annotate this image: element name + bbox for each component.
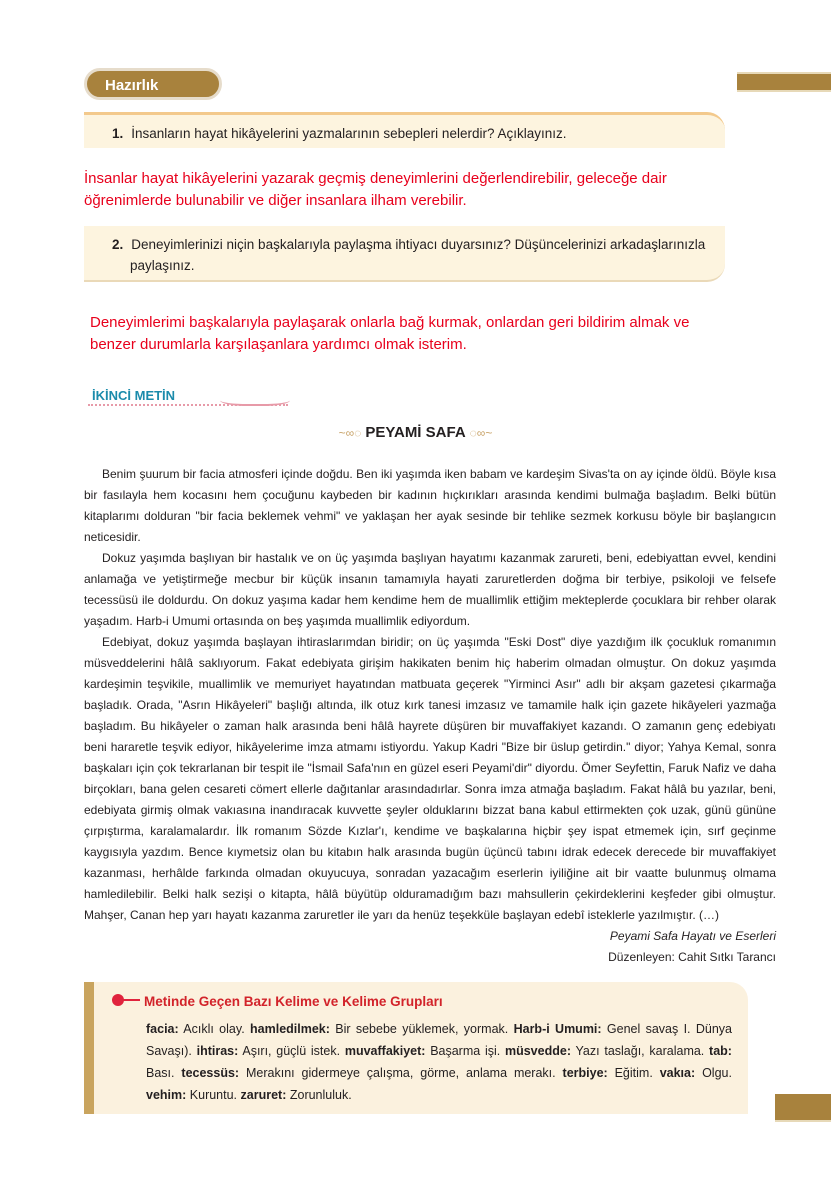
question-number: 2.: [112, 237, 124, 252]
content-flow: [84, 464, 776, 1114]
book-icon: [220, 392, 290, 406]
answer-2: Deneyimlerimi başkalarıyla paylaşarak onlarla bağ kurmak, onlardan geri bildirim almak ve benzer durumlarla karşılaşanlara yardımcı olmak isterim.: [90, 314, 690, 353]
glossary-definition: Bası.: [146, 1066, 175, 1080]
glossary-term: tecessüs:: [181, 1066, 240, 1080]
glossary-term: müsvedde:: [504, 1044, 571, 1058]
section-label-hazirlik: Hazırlık: [84, 68, 222, 100]
glossary-definition: Merakını gidermeye çalışma, görme, anlama merakı.: [246, 1066, 556, 1080]
source-title: [84, 926, 776, 947]
paragraph: Dokuz yaşımda başlıyan bir hastalık ve on üç yaşımda başlıyan hayatımı kazanmak zarureti, beni, edebiyattan evvel, kendini anlamağa ve yetiştirmeğe mecbur bir küçük insanın tamamıyla hayati zaruretlerden doğma bir terbiye, psikoloji ve felsefe tecessüsü ile doldurdu. On dokuz yaşıma kadar hem kendime hem de muallimlik ettiğim mekteplerde çocuklara bir rehber olarak yaşadım. Harb-i Umumi ortasında on beş yaşımda muallimlik ediyordum.: [84, 551, 776, 628]
glossary-definition: Bir sebebe yüklemek, yormak.: [335, 1022, 509, 1036]
source-italic: Peyami Safa Hayatı ve Eserleri: [609, 929, 776, 943]
text-title-wrap: [0, 424, 831, 441]
ornament-right-icon: ◌∞~: [469, 426, 493, 440]
question-number: 1.: [112, 126, 124, 141]
question-text: Deneyimlerinizi niçin başkalarıyla paylaşma ihtiyacı duyarsınız? Düşüncelerinizi arkadaşlarınızla paylaşınız.: [130, 237, 706, 273]
glossary-definition: Zorunluluk.: [289, 1088, 352, 1102]
glossary-term: ihtiras:: [196, 1044, 239, 1058]
glossary-definition: Olgu.: [702, 1066, 732, 1080]
glossary-term: tab:: [709, 1044, 732, 1058]
text-body: [84, 464, 776, 968]
text-label: İKİNCİ METİN: [92, 388, 176, 403]
question-2: [84, 226, 725, 282]
question-1: [84, 112, 725, 148]
glossary-term: terbiye:: [562, 1066, 608, 1080]
paragraph: Edebiyat, dokuz yaşımda başlayan ihtiraslarımdan biridir; on üç yaşımda "Eski Dost" diye yazdığım ilk çocukluk romanımın müsveddelerini hâlâ saklıyorum. Fakat edebiyata girişim hakikaten benim hiç haberim olmadan olmuştur. On dokuz yaşımda kardeşimin teşvikile, muallimlik ve memuriyet hayatından matbuata geçerek "Yirminci Asır" adlı bir akşam gazetesi çıkarmağa başladık. Orada, "Asrın Hikâyeleri" başlığı altında, ilk otuz kırk tanesi imzasız ve tamamile halk için gazete hikâyeleri yazmağa başladım. Bu hikâyeler o zaman halk arasında beni hâlâ hayrete düşüren bir muvaffakiyet kazandı. O zamanın genç edebiyatı beni hararetle teşvik ediyor, hikâyelerime imza atmamı istiyordu. Yakup Kadri "Bize bir üslup getirdin." diyor; Yahya Kemal, sonra başkaları için çok tekrarlanan bir tespit ile "İsmail Safa'nın en güzel eseri Peyami'dir" diyordu. Ömer Seyfettin, Faruk Nafiz ve daha birçokları, bana gelen cesareti cömert ellerle dağıtanlar arasındadırlar. Sonra imza atmağa başladım. Fakat hâlâ bu yazılar, beni, edebiyata girmiş olmak vakıasına inandıracak kuvvette şeyler olduklarını bizzat bana kabul ettirmekten çok uzak, günü gününe çırpıştırma, karalamalardır. İlk romanım Sözde Kızlar'ı, kendime ve başkalarına hiçbir şey ispat etmemek için, sırf geçinme kaygısıyla yazdım. Bence kıymetsiz olan bu kitabın halk arasında bugün üçüncü tabını idrak edecek derecede bir muvaffakiyet kazanması, herhâlde farkında olmadan okuyucuya, sonradan yazacağım eserlerin iyiliğine ait bir vaatte bulunmuş olmama hamledilebilir. Belki halk sezişi o kitapta, hâlâ büyütüp olduramadığım bazı mahsullerin çekirdeklerini keşfeder gibi olmuştur. Mahşer, Canan hep yarı hayatı kazanma zaruretler ile yarı da henüz teşekküle başlayan edebî isteklerle yazılmıştır. (…): [84, 635, 776, 922]
paragraph: Benim şuurum bir facia atmosferi içinde doğdu. Ben iki yaşımda iken babam ve kardeşim Sivas'ta on ay içinde öldü. Böyle kısa bir fasılayla hem kocasını hem çocuğunu kaybeden bir kadının hıçkırıkları arasında kendimi bulmağa başladım. Belki bütün kitaplarımı dolduran "bir facia beklemek vehmi" ve yaklaşan her ayak sesinde bir tehlike sezmek korkusu böyle bir başlangıcın neticesidir.: [84, 467, 776, 544]
answer-1: İnsanlar hayat hikâyelerini yazarak geçmiş deneyimlerini değerlendirebilir, geleceğe dair öğrenimlerde bulunabilir ve diğer insanlara ilham verebilir.: [84, 170, 667, 209]
glossary-term: muvaffakiyet:: [344, 1044, 426, 1058]
glossary-definition: Kuruntu.: [189, 1088, 238, 1102]
glossary-term: zaruret:: [240, 1088, 287, 1102]
glossary-term: Harb-i Umumi:: [513, 1022, 602, 1036]
glossary-term: hamledilmek:: [250, 1022, 330, 1036]
glossary-term: vehim:: [146, 1088, 187, 1102]
page-edge-tab: [737, 72, 831, 92]
glossary-definition: Aşırı, güçlü istek.: [242, 1044, 341, 1058]
glossary-definition: Yazı taslağı, karalama.: [575, 1044, 705, 1058]
glossary-definition: Acıklı olay.: [183, 1022, 245, 1036]
ornament-left-icon: ~∞◌: [338, 426, 362, 440]
source-editor: Düzenleyen: Cahit Sıtkı Tarancı: [608, 950, 776, 964]
page-number-tab: [775, 1094, 831, 1122]
glossary-entries: [146, 1018, 732, 1106]
glossary-definition: Eğitim.: [614, 1066, 653, 1080]
glossary-definition: Genel savaş I. Dünya Savaşı).: [146, 1022, 732, 1058]
bullet-line: [122, 999, 140, 1001]
glossary-term: facia:: [146, 1022, 179, 1036]
glossary-definition: Başarma işi.: [430, 1044, 501, 1058]
glossary-box: [84, 982, 748, 1114]
glossary-term: vakıa:: [659, 1066, 696, 1080]
glossary-title: Metinde Geçen Bazı Kelime ve Kelime Grupları: [144, 994, 443, 1009]
question-text: İnsanların hayat hikâyelerini yazmalarının sebepleri nelerdir? Açıklayınız.: [131, 126, 567, 141]
text-title: PEYAMİ SAFA: [365, 424, 466, 441]
